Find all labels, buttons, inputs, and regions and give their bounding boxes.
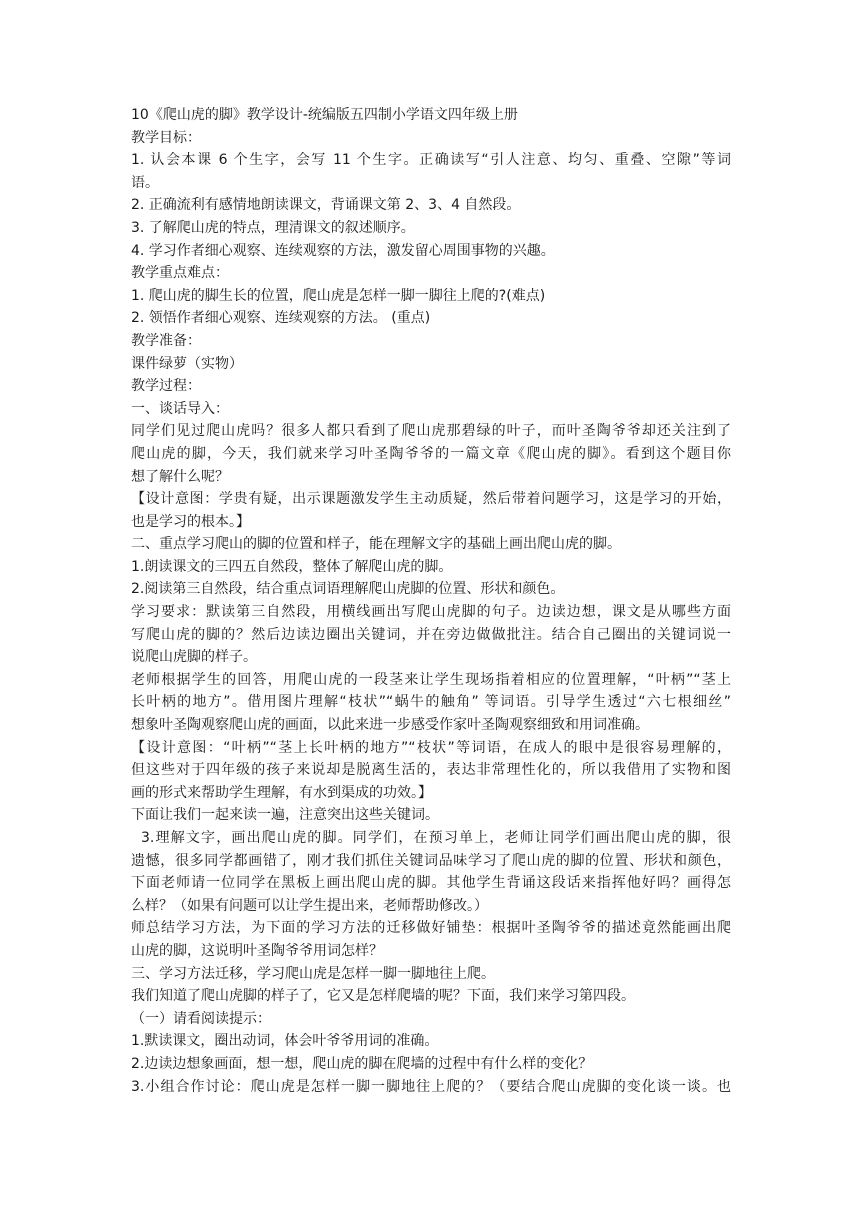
text-line: 语。 <box>131 174 159 191</box>
text-line: 3.小组合作讨论：爬山虎是怎样一脚一脚地往上爬的？（要结合爬山虎脚的变化谈一谈。也 <box>131 1078 731 1095</box>
text-line: 2.边读边想象画面，想一想，爬山虎的脚在爬墙的过程中有什么样的变化？ <box>131 1055 593 1072</box>
text-line: 一、谈话导入： <box>131 400 229 417</box>
text-line: 山虎的脚，这说明叶圣陶爷爷用词怎样？ <box>131 942 383 959</box>
text-line: 遗憾，很多同学都画错了，刚才我们抓住关键词品味学习了爬山虎的脚的位置、形状和颜色， <box>131 852 731 869</box>
text-line: 同学们见过爬山虎吗？很多人都只看到了爬山虎那碧绿的叶子，而叶圣陶爷爷却还关注到了 <box>131 423 731 440</box>
text-line: 教学重点难点： <box>131 265 229 282</box>
text-line: 么样？（如果有问题可以让学生提出来，老师帮助修改。） <box>131 897 488 914</box>
document-body <box>131 127 731 1099</box>
text-line: 3.理解文字，画出爬山虎的脚。同学们，在预习单上，老师让同学们画出爬山虎的脚，很 <box>141 830 731 846</box>
text-line: 3. 了解爬山虎的特点，理清课文的叙述顺序。 <box>131 219 415 236</box>
text-line: 教学过程： <box>131 378 201 395</box>
text-line: 4. 学习作者细心观察、连续观察的方法，激发留心周围事物的兴趣。 <box>131 242 555 259</box>
document-page <box>131 104 731 1098</box>
text-line: 学习要求：默读第三自然段，用横线画出写爬山虎脚的句子。边读边想，课文是从哪些方面 <box>131 604 731 621</box>
text-line: （一）请看阅读提示： <box>131 1010 271 1027</box>
text-line: 老师根据学生的回答，用爬山虎的一段茎来让学生现场指着相应的位置理解，“叶柄”“茎上 <box>131 671 731 688</box>
text-line: 想了解什么呢？ <box>131 468 229 485</box>
text-line: 二、重点学习爬山的脚的位置和样子，能在理解文字的基础上画出爬山虎的脚。 <box>131 536 621 553</box>
text-line: 1.默读课文，圈出动词，体会叶爷爷用词的准确。 <box>131 1033 439 1050</box>
document-title: 10《爬山虎的脚》教学设计-统编版五四制小学语文四年级上册 <box>131 107 518 123</box>
text-line: 想象叶圣陶观察爬山虎的画面，以此来进一步感受作家叶圣陶观察细致和用词准确。 <box>131 717 649 734</box>
text-line: 下面老师请一位同学在黑板上画出爬山虎的脚。其他学生背诵这段话来指挥他好吗？画得怎 <box>131 875 731 892</box>
text-line: 【设计意图：“叶柄”“茎上长叶柄的地方”“枝状”等词语，在成人的眼中是很容易理解的， <box>131 739 731 756</box>
text-line: 1. 认会本课 6 个生字，会写 11 个生字。正确读写“引人注意、均匀、重叠、空隙”等词 <box>131 152 731 169</box>
text-line: 课件绿萝（实物） <box>131 355 243 372</box>
text-line: 2. 领悟作者细心观察、连续观察的方法。 (重点) <box>131 310 431 327</box>
text-line: 长叶柄的地方”。借用图片理解“枝状”“蜗牛的触角” 等词语。引导学生透过“六七根细丝” <box>131 694 731 711</box>
text-line: 1. 爬山虎的脚生长的位置，爬山虎是怎样一脚一脚往上爬的?(难点) <box>131 287 546 304</box>
text-line: 画的形式来帮助学生理解，有水到渠成的功效。】 <box>131 784 432 801</box>
text-line: 下面让我们一起来读一遍，注意突出这些关键词。 <box>131 807 439 824</box>
text-line: 我们知道了爬山虎脚的样子了，它又是怎样爬墙的呢？下面，我们来学习第四段。 <box>131 988 635 1005</box>
text-line: 写爬山虎的脚的？然后边读边圈出关键词，并在旁边做做批注。结合自己圈出的关键词说一 <box>131 626 731 643</box>
text-line: 【设计意图：学贵有疑，出示课题激发学生主动质疑，然后带着问题学习，这是学习的开始， <box>131 491 731 508</box>
text-line: 师总结学习方法，为下面的学习方法的迁移做好铺垫：根据叶圣陶爷爷的描述竟然能画出爬 <box>131 920 731 937</box>
text-line: 2.阅读第三自然段，结合重点词语理解爬山虎脚的位置、形状和颜色。 <box>131 581 565 598</box>
text-line: 2. 正确流利有感情地朗读课文，背诵课文第 2、3、4 自然段。 <box>131 197 521 214</box>
text-line: 爬山虎的脚，今天，我们就来学习叶圣陶爷爷的一篇文章《爬山虎的脚》。看到这个题目你 <box>131 445 731 462</box>
text-line: 但这些对于四年级的孩子来说却是脱离生活的，表达非常理性化的，所以我借用了实物和图 <box>131 762 731 779</box>
text-line: 1.朗读课文的三四五自然段，整体了解爬山虎的脚。 <box>131 558 453 575</box>
text-line: 教学准备： <box>131 332 201 349</box>
text-line: 说爬山虎脚的样子。 <box>131 649 257 666</box>
text-line: 教学目标： <box>131 129 201 146</box>
text-line: 也是学习的根本。】 <box>131 513 250 530</box>
text-line: 三、学习方法迁移，学习爬山虎是怎样一脚一脚地往上爬。 <box>131 965 495 982</box>
